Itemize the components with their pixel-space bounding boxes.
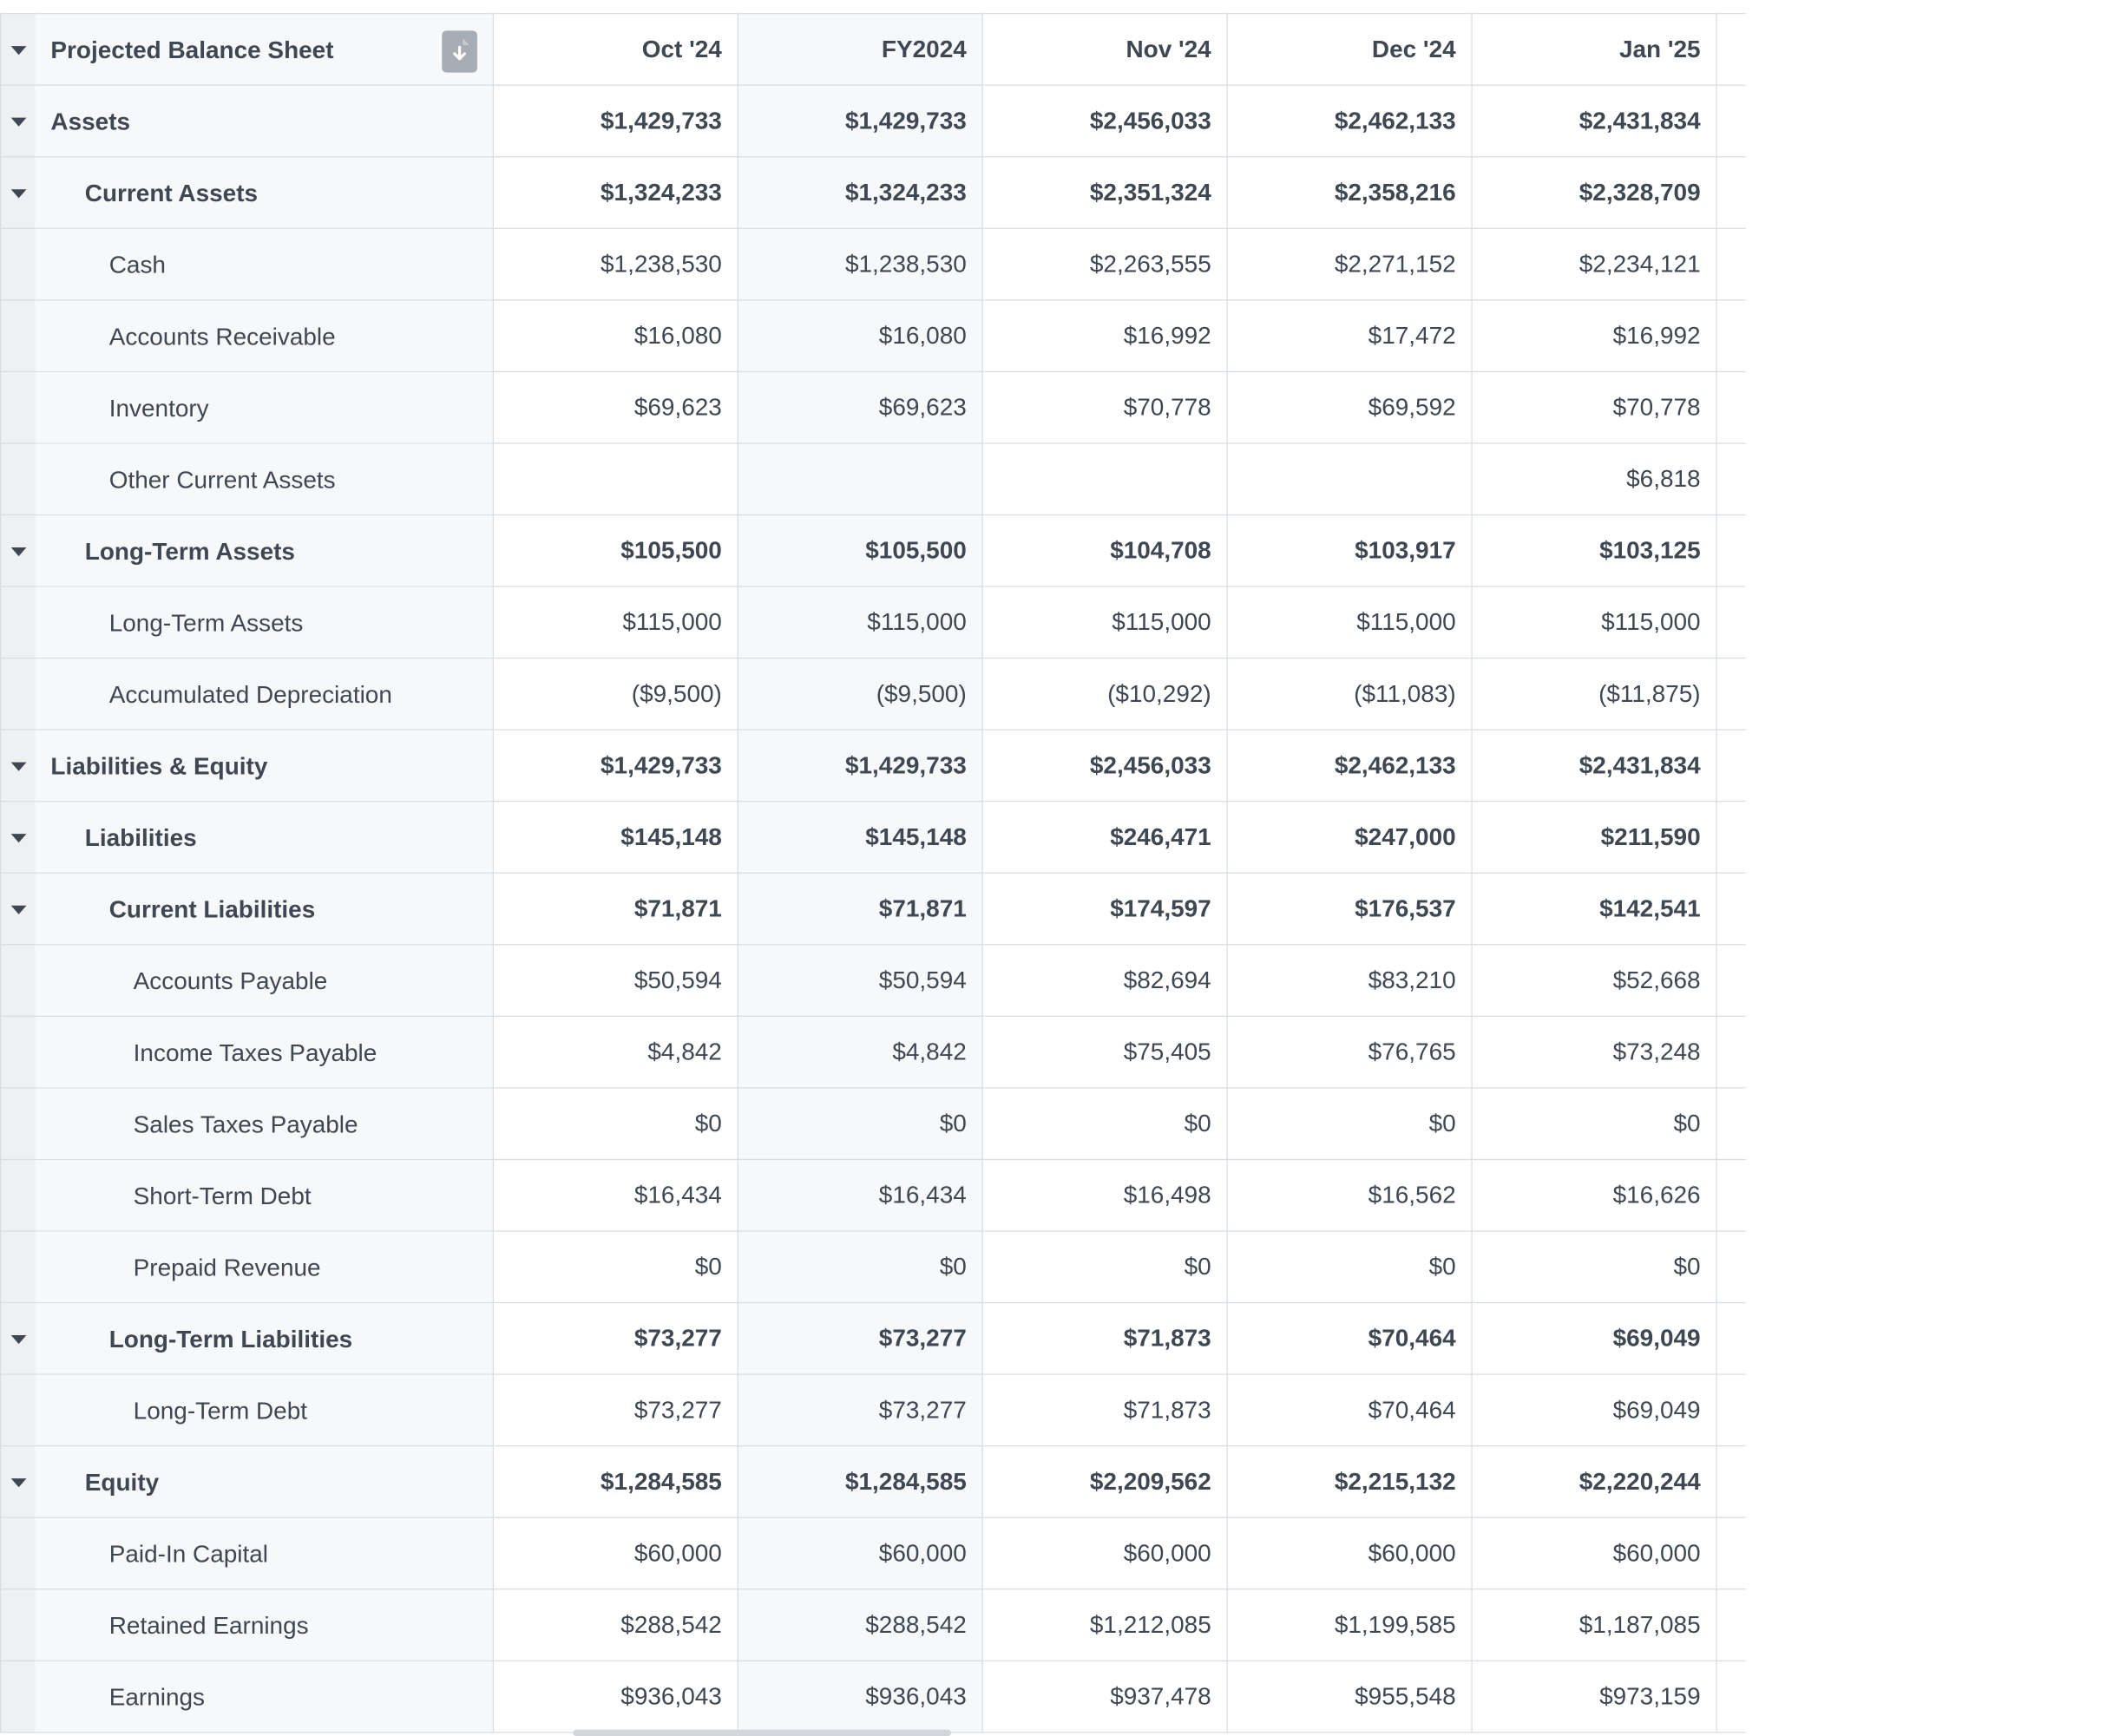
table-row	[1, 945, 1746, 1017]
table-cell[interactable]: $71,873	[982, 1374, 1227, 1446]
table-cell[interactable]: $0	[738, 1231, 982, 1303]
table-cell[interactable]: $73,248	[1472, 1016, 1716, 1088]
column-overflow	[1716, 1374, 1746, 1446]
table-cell[interactable]: $16,434	[738, 1159, 982, 1231]
caret-down-icon	[10, 118, 26, 127]
table-cell[interactable]: $69,049	[1472, 1374, 1716, 1446]
table-cell[interactable]: $52,668	[1472, 945, 1716, 1017]
row-label: Accounts Payable	[133, 966, 328, 995]
row-gutter	[1, 1231, 36, 1303]
table-cell[interactable]: $60,000	[1227, 1517, 1472, 1589]
table-row	[1, 1446, 1746, 1518]
table-cell[interactable]: $0	[1472, 1231, 1716, 1303]
table-cell[interactable]: $2,431,834	[1472, 730, 1716, 802]
row-toggle[interactable]	[1, 730, 36, 802]
column-overflow	[1716, 1231, 1746, 1303]
table-cell[interactable]: $60,000	[1472, 1517, 1716, 1589]
table-row	[1, 730, 1746, 802]
column-overflow	[1716, 85, 1746, 157]
table-cell[interactable]: $247,000	[1227, 802, 1472, 874]
table-cell[interactable]: $105,500	[493, 514, 738, 586]
column-overflow	[1716, 1159, 1746, 1231]
table-cell[interactable]: $6,818	[1472, 443, 1716, 515]
table-cell[interactable]: $0	[1472, 1088, 1716, 1160]
table-cell[interactable]: $16,626	[1472, 1159, 1716, 1231]
table-row	[1, 1088, 1746, 1160]
table-cell[interactable]: $60,000	[493, 1517, 738, 1589]
table-cell[interactable]: $936,043	[738, 1661, 982, 1733]
table-cell[interactable]: $1,238,530	[493, 228, 738, 300]
table-cell[interactable]: $1,238,530	[738, 228, 982, 300]
table-cell[interactable]: $103,917	[1227, 514, 1472, 586]
table-cell[interactable]: $145,148	[738, 802, 982, 874]
table-cell[interactable]: $2,234,121	[1472, 228, 1716, 300]
column-overflow	[1716, 1088, 1746, 1160]
column-overflow	[1716, 1016, 1746, 1088]
table-cell[interactable]: $16,562	[1227, 1159, 1472, 1231]
table-cell[interactable]: $71,871	[493, 873, 738, 945]
column-overflow	[1716, 1589, 1746, 1661]
table-cell[interactable]: $2,271,152	[1227, 228, 1472, 300]
table-cell[interactable]: $2,358,216	[1227, 157, 1472, 229]
caret-down-icon	[10, 906, 26, 914]
table-row	[1, 1589, 1746, 1661]
table-cell[interactable]: $82,694	[982, 945, 1227, 1017]
row-label: Liabilities	[84, 823, 197, 851]
table-cell[interactable]: $1,187,085	[1472, 1589, 1716, 1661]
column-header-nov-24[interactable]: Nov '24	[982, 14, 1227, 86]
row-label: Accounts Receivable	[108, 322, 336, 350]
table-cell[interactable]: $16,498	[982, 1159, 1227, 1231]
table-cell[interactable]: $1,212,085	[982, 1589, 1227, 1661]
row-gutter	[1, 658, 36, 730]
row-gutter	[1, 1589, 36, 1661]
table-cell[interactable]: $69,623	[493, 371, 738, 443]
table-cell[interactable]: $4,842	[738, 1016, 982, 1088]
table-cell[interactable]: $115,000	[1227, 586, 1472, 658]
table-cell[interactable]: $2,462,133	[1227, 730, 1472, 802]
table-cell[interactable]: $17,472	[1227, 300, 1472, 372]
row-gutter	[1, 228, 36, 300]
table-cell[interactable]: $2,328,709	[1472, 157, 1716, 229]
row-toggle[interactable]	[1, 802, 36, 874]
column-overflow	[1716, 1517, 1746, 1589]
table-cell[interactable]: $115,000	[1472, 586, 1716, 658]
table-cell[interactable]: ($9,500)	[493, 658, 738, 730]
table-cell[interactable]: $2,220,244	[1472, 1446, 1716, 1518]
table-cell[interactable]: $69,592	[1227, 371, 1472, 443]
row-label: Paid-In Capital	[108, 1539, 269, 1568]
table-cell[interactable]: $71,871	[738, 873, 982, 945]
table-cell[interactable]: ($11,083)	[1227, 658, 1472, 730]
table-cell[interactable]: $2,431,834	[1472, 85, 1716, 157]
table-cell[interactable]: $69,623	[738, 371, 982, 443]
table-row	[1, 300, 1746, 372]
row-label: Current Assets	[84, 179, 259, 207]
balance-sheet-table	[0, 13, 1746, 1733]
row-toggle[interactable]	[1, 514, 36, 586]
row-label: Accumulated Depreciation	[108, 680, 392, 708]
table-cell[interactable]: $115,000	[493, 586, 738, 658]
file-download-icon[interactable]	[442, 30, 477, 72]
row-label: Long-Term Liabilities	[108, 1325, 353, 1353]
caret-down-icon	[10, 834, 26, 842]
table-cell[interactable]: $2,462,133	[1227, 85, 1472, 157]
table-cell[interactable]: $75,405	[982, 1016, 1227, 1088]
column-overflow	[1716, 945, 1746, 1017]
table-cell[interactable]: ($11,875)	[1472, 658, 1716, 730]
table-cell[interactable]: $2,215,132	[1227, 1446, 1472, 1518]
caret-down-icon	[10, 1335, 26, 1344]
table-cell[interactable]: $16,080	[738, 300, 982, 372]
row-label: Inventory	[108, 393, 209, 422]
column-overflow	[1716, 300, 1746, 372]
table-cell[interactable]: $70,778	[1472, 371, 1716, 443]
table-row	[1, 1231, 1746, 1303]
row-label: Sales Taxes Payable	[133, 1110, 358, 1138]
table-cell[interactable]: ($9,500)	[738, 658, 982, 730]
table-cell[interactable]: $60,000	[738, 1517, 982, 1589]
row-label: Other Current Assets	[108, 465, 336, 494]
table-cell[interactable]	[1227, 443, 1472, 515]
table-cell[interactable]: $16,080	[493, 300, 738, 372]
row-gutter	[1, 300, 36, 372]
table-row	[1, 228, 1746, 300]
table-cell[interactable]: $70,464	[1227, 1303, 1472, 1375]
row-label: Long-Term Assets	[108, 608, 304, 637]
table-cell[interactable]: $0	[982, 1231, 1227, 1303]
row-gutter	[1, 1159, 36, 1231]
column-header-jan-25[interactable]: Jan '25	[1472, 14, 1716, 86]
column-overflow	[1716, 157, 1746, 229]
table-cell[interactable]: $288,542	[738, 1589, 982, 1661]
caret-down-icon	[10, 189, 26, 198]
row-label: Liabilities & Equity	[50, 751, 268, 780]
row-label: Short-Term Debt	[133, 1181, 312, 1209]
row-label: Long-Term Debt	[133, 1396, 308, 1425]
table-cell[interactable]: $0	[493, 1231, 738, 1303]
table-cell[interactable]: $936,043	[493, 1661, 738, 1733]
table-row	[1, 443, 1746, 515]
caret-down-icon	[10, 1478, 26, 1487]
table-cell[interactable]	[493, 443, 738, 515]
row-gutter	[1, 1088, 36, 1160]
row-label: Assets	[50, 107, 131, 135]
table-cell[interactable]: $73,277	[493, 1374, 738, 1446]
table-cell[interactable]: $142,541	[1472, 873, 1716, 945]
table-cell[interactable]: $2,456,033	[982, 85, 1227, 157]
table-cell[interactable]: $1,284,585	[493, 1446, 738, 1518]
table-cell[interactable]: $104,708	[982, 514, 1227, 586]
header-row	[1, 14, 1746, 86]
table-row	[1, 802, 1746, 874]
horizontal-scrollbar-thumb[interactable]	[573, 1730, 951, 1736]
column-overflow	[1716, 228, 1746, 300]
table-cell[interactable]: $73,277	[493, 1303, 738, 1375]
table-cell[interactable]: $16,992	[982, 300, 1227, 372]
collapse-all-toggle[interactable]	[1, 14, 36, 86]
row-label: Long-Term Assets	[84, 537, 295, 565]
column-overflow	[1716, 514, 1746, 586]
table-cell[interactable]: $70,778	[982, 371, 1227, 443]
table-cell[interactable]: $2,351,324	[982, 157, 1227, 229]
table-cell[interactable]: $0	[493, 1088, 738, 1160]
table-row	[1, 1517, 1746, 1589]
table-row	[1, 1159, 1746, 1231]
row-label: Retained Earnings	[108, 1611, 309, 1640]
table-cell[interactable]: $83,210	[1227, 945, 1472, 1017]
column-overflow	[1716, 658, 1746, 730]
caret-down-icon	[10, 763, 26, 771]
header-title-cell	[36, 14, 494, 86]
table-cell[interactable]: $0	[1227, 1231, 1472, 1303]
row-toggle[interactable]	[1, 85, 36, 157]
table-cell[interactable]: $211,590	[1472, 802, 1716, 874]
table-cell[interactable]: $115,000	[738, 586, 982, 658]
table-cell[interactable]: $115,000	[982, 586, 1227, 658]
table-cell[interactable]: $1,324,233	[493, 157, 738, 229]
row-gutter	[1, 1374, 36, 1446]
table-cell[interactable]: $0	[1227, 1088, 1472, 1160]
row-toggle[interactable]	[1, 157, 36, 229]
table-cell[interactable]: $174,597	[982, 873, 1227, 945]
table-cell[interactable]: $69,049	[1472, 1303, 1716, 1375]
column-overflow	[1716, 1446, 1746, 1518]
row-label: Income Taxes Payable	[133, 1038, 377, 1066]
table-cell[interactable]: $246,471	[982, 802, 1227, 874]
column-overflow	[1716, 371, 1746, 443]
table-row	[1, 586, 1746, 658]
table-cell[interactable]: $60,000	[982, 1517, 1227, 1589]
row-label: Earnings	[108, 1682, 206, 1711]
column-overflow	[1716, 1661, 1746, 1733]
table-cell[interactable]: $955,548	[1227, 1661, 1472, 1733]
table-row	[1, 371, 1746, 443]
table-cell[interactable]: $76,765	[1227, 1016, 1472, 1088]
table-cell[interactable]: $1,324,233	[738, 157, 982, 229]
table-cell[interactable]: $288,542	[493, 1589, 738, 1661]
row-label: Current Liabilities	[108, 894, 316, 923]
table-row	[1, 658, 1746, 730]
balance-sheet-grid	[0, 13, 2120, 1733]
table-cell[interactable]: $71,873	[982, 1303, 1227, 1375]
table-cell[interactable]: $2,209,562	[982, 1446, 1227, 1518]
table-cell[interactable]: $105,500	[738, 514, 982, 586]
row-gutter	[1, 443, 36, 515]
row-gutter	[1, 1661, 36, 1733]
column-header-oct-24[interactable]: Oct '24	[493, 14, 738, 86]
row-toggle[interactable]	[1, 1446, 36, 1518]
column-header-dec-24[interactable]: Dec '24	[1227, 14, 1472, 86]
row-gutter	[1, 586, 36, 658]
table-row	[1, 1661, 1746, 1733]
column-overflow	[1716, 586, 1746, 658]
row-toggle[interactable]	[1, 1303, 36, 1375]
column-overflow	[1716, 730, 1746, 802]
table-cell[interactable]: $16,992	[1472, 300, 1716, 372]
table-cell[interactable]: $973,159	[1472, 1661, 1716, 1733]
row-toggle[interactable]	[1, 873, 36, 945]
table-cell[interactable]: $50,594	[738, 945, 982, 1017]
row-label: Cash	[108, 250, 166, 278]
caret-down-icon	[10, 46, 26, 55]
table-cell[interactable]: $1,429,733	[493, 85, 738, 157]
table-cell[interactable]: $50,594	[493, 945, 738, 1017]
table-cell[interactable]: $16,434	[493, 1159, 738, 1231]
sheet-title: Projected Balance Sheet	[50, 36, 334, 63]
table-cell[interactable]: $73,277	[738, 1303, 982, 1375]
row-gutter	[1, 945, 36, 1017]
column-overflow	[1716, 443, 1746, 515]
table-row	[1, 514, 1746, 586]
table-cell[interactable]	[982, 443, 1227, 515]
table-cell[interactable]: $2,263,555	[982, 228, 1227, 300]
table-cell[interactable]: $70,464	[1227, 1374, 1472, 1446]
table-row	[1, 1374, 1746, 1446]
table-cell[interactable]: $1,284,585	[738, 1446, 982, 1518]
column-overflow	[1716, 1303, 1746, 1375]
row-gutter	[1, 1517, 36, 1589]
table-row	[1, 85, 1746, 157]
table-row	[1, 157, 1746, 229]
row-label: Prepaid Revenue	[133, 1253, 321, 1281]
table-cell[interactable]: $1,429,733	[738, 85, 982, 157]
table-cell[interactable]: $0	[982, 1088, 1227, 1160]
table-cell[interactable]: $145,148	[493, 802, 738, 874]
table-cell[interactable]: $1,429,733	[738, 730, 982, 802]
table-cell[interactable]: $4,842	[493, 1016, 738, 1088]
row-gutter	[1, 1016, 36, 1088]
table-row	[1, 873, 1746, 945]
table-row	[1, 1016, 1746, 1088]
table-cell[interactable]: $1,199,585	[1227, 1589, 1472, 1661]
table-cell[interactable]: $73,277	[738, 1374, 982, 1446]
row-label: Equity	[84, 1468, 160, 1496]
table-cell[interactable]: ($10,292)	[982, 658, 1227, 730]
table-cell[interactable]: $0	[738, 1088, 982, 1160]
table-cell[interactable]	[738, 443, 982, 515]
table-row	[1, 1303, 1746, 1375]
row-gutter	[1, 371, 36, 443]
column-overflow	[1716, 873, 1746, 945]
column-header-fy2024[interactable]: FY2024	[738, 14, 982, 86]
table-cell[interactable]: $1,429,733	[493, 730, 738, 802]
table-cell[interactable]: $937,478	[982, 1661, 1227, 1733]
caret-down-icon	[10, 547, 26, 556]
table-cell[interactable]: $103,125	[1472, 514, 1716, 586]
column-overflow	[1716, 802, 1746, 874]
column-overflow	[1716, 14, 1746, 86]
table-cell[interactable]: $176,537	[1227, 873, 1472, 945]
table-cell[interactable]: $2,456,033	[982, 730, 1227, 802]
